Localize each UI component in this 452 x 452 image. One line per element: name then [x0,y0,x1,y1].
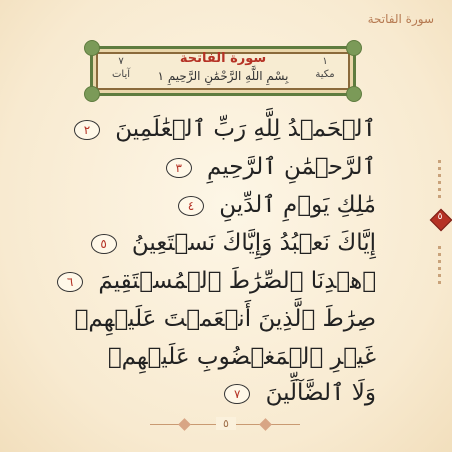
ayah-number-marker: ٥ [91,234,117,254]
page-number: ٥ [216,417,236,430]
verse-text: ٱلرَّحۡمَٰنِ ٱلرَّحِيمِ [207,154,376,180]
frame-ornament-icon [84,86,100,102]
verse-count-label: آيات [111,69,131,80]
verse-count-info [101,55,141,81]
frame-ornament-icon [346,86,362,102]
verse-line [57,268,376,294]
verse-text: غَيۡرِ ٱلۡمَغۡضُوبِ عَلَيۡهِمۡ [107,344,376,370]
ayah-number-marker: ٢ [74,120,100,140]
running-header-surah-title: سورة الفاتحة [367,12,434,26]
revelation-place: مكية [315,69,335,80]
verse-text: وَلَا ٱلضَّآلِّينَ [265,380,376,406]
hizb-marker-number: ٥ [437,212,443,222]
verse-text: ٱهۡدِنَا ٱلصِّرَٰطَ ٱلۡمُسۡتَقِيمَ [98,268,376,294]
verse-text: إِيَّاكَ نَعۡبُدُ وَإِيَّاكَ نَسۡتَعِينُ [131,230,376,256]
ayah-number-marker: ٦ [57,272,83,292]
verse-line [75,306,376,332]
margin-dotted-line [438,160,441,200]
verse-text: ٱلۡحَمۡدُ لِلَّهِ رَبِّ ٱلۡعَٰلَمِينَ [115,116,376,142]
verse-line [108,344,376,370]
ayah-number-marker: ٣ [166,158,192,178]
ayah-number-marker: ٤ [178,196,204,216]
margin-dotted-line [438,246,441,286]
ayah-number-marker: ٧ [224,384,250,404]
verse-line [91,230,376,256]
verse-text: مَٰلِكِ يَوۡمِ ٱلدِّينِ [219,192,376,218]
hizb-marker [432,206,448,234]
verse-count-number: ٧ [118,56,124,67]
verse-line [74,116,376,142]
verse-text: صِرَٰطَ ٱلَّذِينَ أَنۡعَمۡتَ عَلَيۡهِمۡ [74,306,376,332]
basmala: بِسْمِ اللَّهِ الرَّحْمَٰنِ الرَّحِيمِ ١ [157,69,289,83]
verse-line [178,192,376,218]
surah-order-number: ١ [322,56,328,67]
surah-name: سورة الفاتحة [179,51,267,66]
verse-line [166,154,376,180]
verse-line [224,380,376,406]
surah-header-frame [90,46,356,96]
